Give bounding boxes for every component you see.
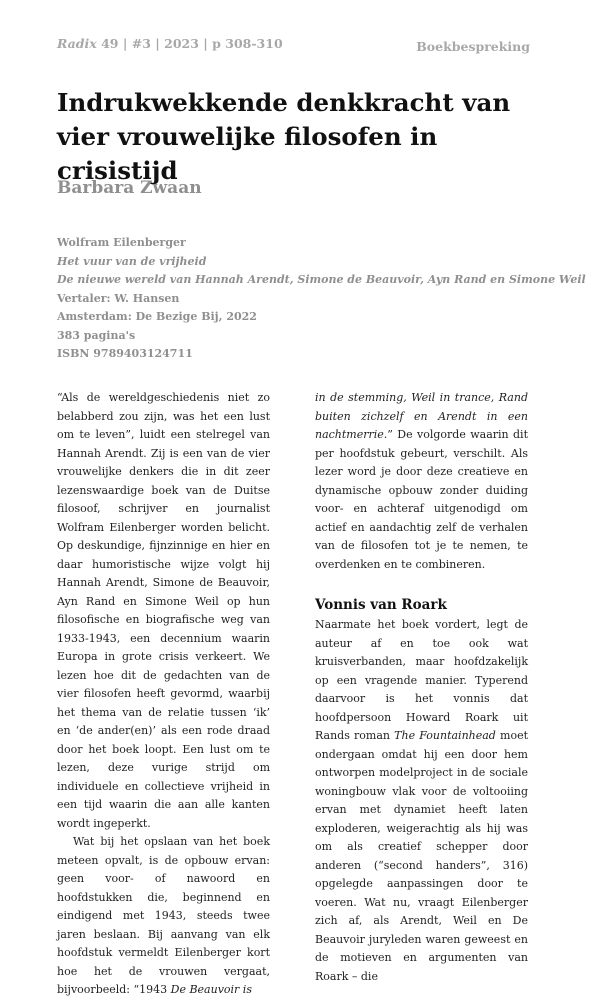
novel-title: The Fountainhead: [394, 729, 496, 742]
article-title: Indrukwekkende denkkracht van vier vrouwelijke filosofen in crisistijd: [57, 88, 511, 185]
paragraph-intro: “Als de wereldgeschiedenis niet zo belabberd zou zijn, was het een lust om te leven”, luidt een stelregel van Hannah Arendt. Zij is een van de vier vrouwelijke denkers die in dit zeer lezenswaardige boek van de Duitse filosoof, schrijver en journalist Wolfram Eilenberger worden belicht. Op deskundige, fijnzinnige en hier en daar humoristische wijze volgt hij Hannah Arendt, Simone de Beauvoir, Ayn Rand en Simone Weil op hun filosofische en biografische weg van 1933-1943, een decennium waarin Europa in grote crisis verkeert. We lezen hoe dit de gedachten van de vier filosofen heeft gevormd, waarbij het thema van de relatie tussen ‘ik’ en ‘de ander(en)’ als een rode draad door het boek loopt. Een lust om te lezen, deze vurige strijd om individuele en collectieve vrijheid in een tijd waarin die aan alle kanten wordt ingeperkt.: [57, 391, 270, 830]
book-publisher: Amsterdam: De Bezige Bij, 2022: [57, 310, 257, 323]
journal-citation: [57, 36, 283, 51]
book-title: Het vuur van de vrijheid: [57, 254, 207, 268]
chapter-quote-part2: in de stemming, Weil in trance, Rand buiten zichzelf en Arendt in een nachtmerrie.: [315, 391, 528, 441]
section-label: Boekbespreking: [416, 39, 530, 54]
paragraph-roark-start: Naarmate het boek vordert, legt de auteur af en toe ook wat kruisverbanden, maar hoofdzakelijk op een vragende manier. Typerend daarvoor is het vonnis dat hoofdpersoon Howard Roark uit Rands roman: [315, 618, 528, 742]
paragraph-roark: [315, 616, 528, 986]
book-translator: Vertaler: W. Hansen: [57, 291, 180, 305]
paragraph-roark-end: moet ondergaan omdat hij een door hem ontworpen modelproject in de sociale woningbouw vlak voor de voltooiing ervan met dynamiet heeft laten exploderen, weigerachtig als hij was om als creatief schepper door anderen (“second handers”, 316) opgelegde aanpassingen door te voeren. Wat nu, vraagt Eilenberger zich af, als Arendt, Weil en De Beauvoir juryleden waren geweest en de motieven en argumenten van Roark – die: [315, 729, 529, 983]
book-info: [57, 234, 586, 364]
book-pages: 383 pagina's: [57, 328, 136, 342]
issue-info: 49 | #3 | 2023 | p 308-310: [101, 36, 283, 51]
journal-name: Radix: [57, 36, 97, 51]
book-isbn: ISBN 9789403124711: [57, 347, 193, 360]
paragraph-structure: [57, 833, 270, 1000]
paragraph-structure-continued: [315, 389, 528, 574]
article-author: Barbara Zwaan: [57, 178, 202, 198]
book-subtitle: De nieuwe wereld van Hannah Arendt, Simone de Beauvoir, Ayn Rand en Simone Weil: [57, 273, 586, 286]
section-heading: Vonnis van Roark: [315, 597, 447, 613]
book-author: Wolfram Eilenberger: [57, 236, 186, 249]
paragraph-structure-end: ” De volgorde waarin dit per hoofdstuk gebeurt, verschilt. Als lezer word je door deze creatieve en dynamische opbouw zonder duiding voor- en achteraf uitgenodigd om actief en aandachtig zelf de verhalen van de filosofen tot je te nemen, te overdenken en te combineren.: [315, 428, 528, 571]
chapter-quote-part1: De Beauvoir is: [170, 983, 252, 996]
paragraph-structure-start: Wat bij het opslaan van het boek meteen opvalt, is de opbouw ervan: geen voor- of nawoord en hoofdstukken die, beginnend en eindigend met 1943, steeds twee jaren beslaan. Bij aanvang van elk hoofdstuk vermeldt Eilenberger kort hoe het de vrouwen vergaat, bijvoorbeeld: “1943: [57, 835, 270, 996]
body-column-right: [315, 389, 528, 986]
body-column-left: [57, 389, 270, 1000]
